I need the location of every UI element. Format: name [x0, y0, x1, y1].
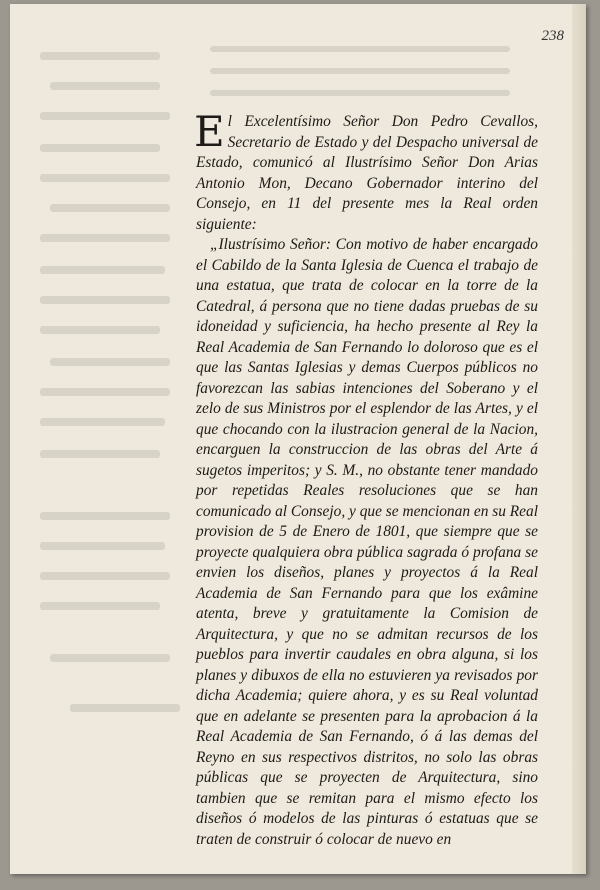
drop-cap: E [194, 107, 225, 156]
intro-paragraph [194, 107, 538, 235]
document-page [10, 4, 586, 874]
royal-order-paragraph: „Ilustrísimo Señor: Con motivo de haber encargado el Cabildo de la Santa Iglesia de Cuenca el trabajo de una estatua, que trata de colocar en la torre de la Catedral, á persona que no tiene dadas pruebas de su idoneidad y suficiencia, ha hecho presente al Rey la Real Academia de San Fernando lo doloroso que es el que las Santas Iglesias y demas Cuerpos públicos no favorezcan las sabias intenciones del Soberano y el zelo de sus Ministros por el esplendor de las Artes, y el que chocando con la ilustracion general de la Nacion, encarguen la construccion de las obras del Arte á sugetos imperitos; y S. M., no obstante tener mandado por repetidas Reales resoluciones que se han comunicado al Consejo, y que se mencionan en su Real provision de 5 de Enero de 1801, que siempre que se proyecte qualquiera obra pública sagrada ó profana se envien los diseños, planes y proyectos á la Real Academia de San Fernando para que los exâmine atenta, breve y gratuitamente la Comision de Arquitectura, y que no se admitan recursos de los pueblos para invertir caudales en obra alguna, si los planes y dibuxos de ella no estuvieren ya revisados por dicha Academia; quiere ahora, y es su Real voluntad que en adelante se presenten para la aprobacion á la Real Academia de San Fernando, ó á las demas del Reyno en sus respectivos distritos, no solo las obras públicas que se proyecten de Arquitectura, sino tambien que se remitan para el mismo efecto los diseños ó modelos de las pinturas ó estatuas que se traten de construir ó colocar de nuevo en [196, 236, 538, 848]
intro-text: l Excelentísimo Señor Don Pedro Cevallos, Secretario de Estado y del Despacho universal de Estado, comunicó al Ilustrísimo Señor Don Arias Antonio Mon, Decano Gobernador interino del Consejo, en 11 del presente mes la Real orden siguiente: [196, 113, 538, 233]
page-number: 238 [541, 28, 564, 44]
body-text [194, 107, 538, 850]
